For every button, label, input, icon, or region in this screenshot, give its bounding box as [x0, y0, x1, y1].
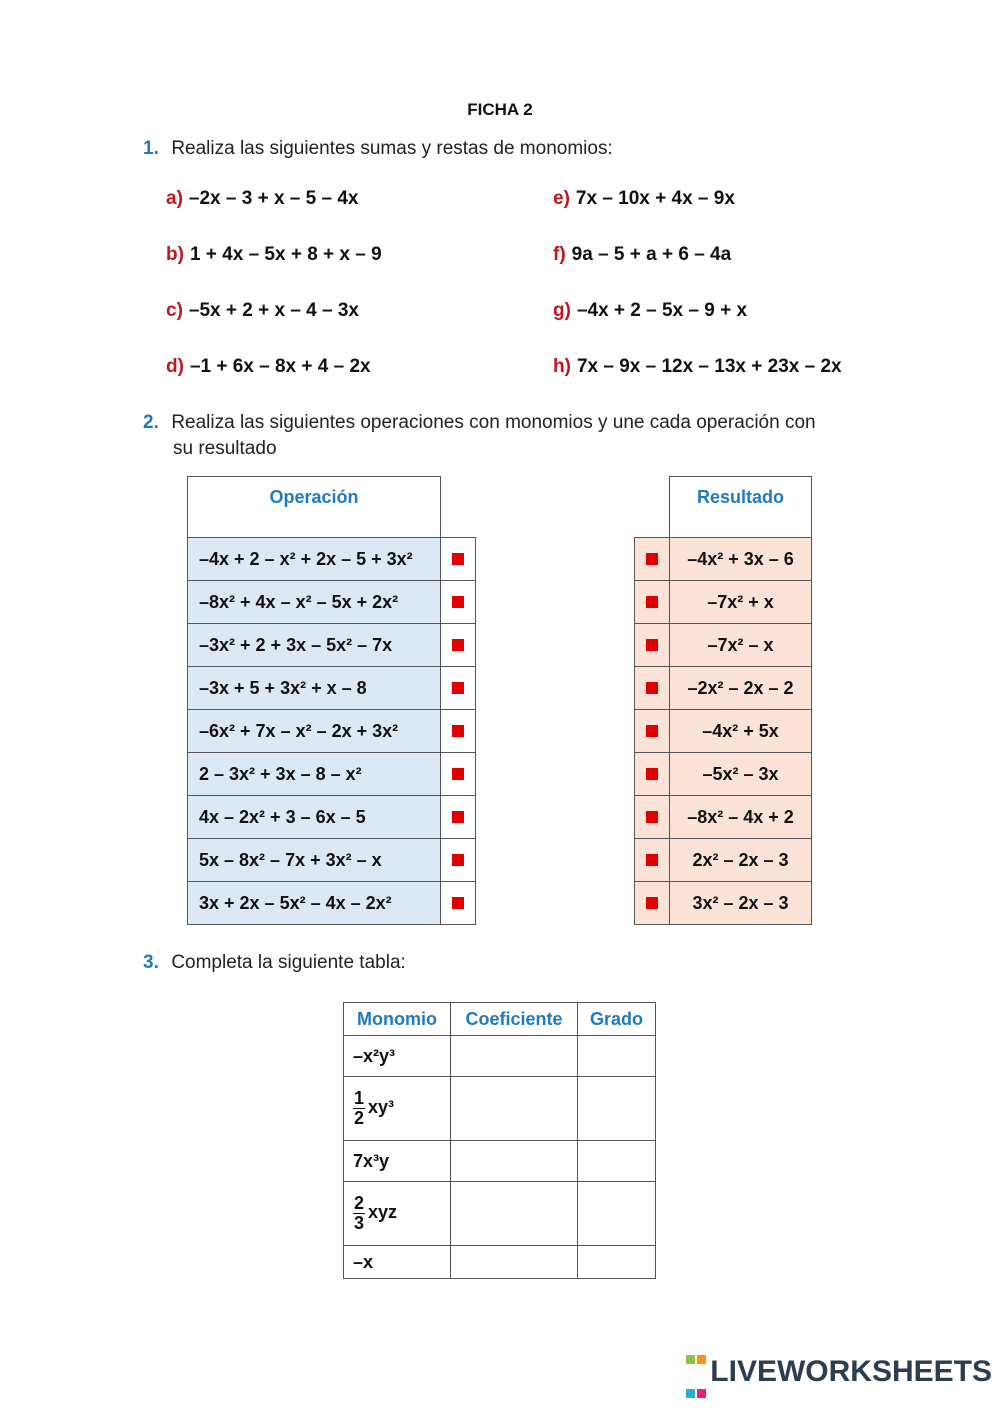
connection-point[interactable]	[635, 624, 670, 667]
table-row	[188, 667, 476, 710]
table-row	[635, 624, 812, 667]
question-1-number: 1.	[143, 138, 159, 159]
exercise-label: h)	[553, 356, 571, 377]
red-square-icon	[452, 682, 464, 694]
fraction-denominator: 2	[354, 1108, 365, 1128]
result-cell: –5x² – 3x	[670, 753, 812, 796]
red-square-icon	[452, 725, 464, 737]
fraction-numerator: 1	[354, 1088, 365, 1109]
exercise-label: g)	[553, 300, 571, 321]
red-square-icon	[646, 725, 658, 737]
red-square-icon	[452, 897, 464, 909]
results-header: Resultado	[670, 477, 812, 538]
degree-input[interactable]	[578, 1077, 656, 1141]
exercise-expression: –4x + 2 – 5x – 9 + x	[576, 300, 748, 321]
connection-point[interactable]	[441, 624, 476, 667]
table-row	[344, 1077, 656, 1141]
connection-point[interactable]	[635, 581, 670, 624]
table-row	[635, 538, 812, 581]
exercise-d	[166, 356, 371, 378]
operation-cell: –3x + 5 + 3x² + x – 8	[188, 667, 441, 710]
liveworksheets-icon	[685, 1339, 707, 1407]
question-3-number: 3.	[143, 952, 159, 973]
red-square-icon	[646, 854, 658, 866]
monomial-expression: –x²y³	[353, 1045, 396, 1066]
monomial-table	[343, 1002, 656, 1279]
table-row	[635, 710, 812, 753]
coefficient-input[interactable]	[451, 1182, 578, 1246]
logo-text: LIVEWORKSHEETS	[710, 1354, 992, 1388]
connection-point[interactable]	[635, 710, 670, 753]
coefficient-input[interactable]	[451, 1077, 578, 1141]
operations-header: Operación	[188, 477, 441, 538]
operation-cell: 3x + 2x – 5x² – 4x – 2x²	[188, 882, 441, 925]
table-row	[635, 796, 812, 839]
operation-cell: 5x – 8x² – 7x + 3x² – x	[188, 839, 441, 882]
question-2	[143, 412, 816, 434]
operation-cell: 4x – 2x² + 3 – 6x – 5	[188, 796, 441, 839]
fraction	[353, 1089, 365, 1128]
monomial-cell	[344, 1036, 451, 1077]
connection-point[interactable]	[635, 796, 670, 839]
monomial-cell	[344, 1077, 451, 1141]
connection-point[interactable]	[441, 882, 476, 925]
result-cell: –7x² + x	[670, 581, 812, 624]
question-1-text: Realiza las siguientes sumas y restas de monomios:	[171, 138, 613, 159]
connection-point[interactable]	[441, 796, 476, 839]
header-monomio: Monomio	[344, 1003, 451, 1036]
table-row	[188, 796, 476, 839]
table-row	[344, 1182, 656, 1246]
red-square-icon	[452, 596, 464, 608]
monomial-expression: –x	[353, 1251, 374, 1272]
table-row	[188, 581, 476, 624]
red-square-icon	[646, 897, 658, 909]
exercise-expression: 1 + 4x – 5x + 8 + x – 9	[189, 244, 382, 265]
exercise-c	[166, 300, 359, 322]
question-2-text-line1: Realiza las siguientes operaciones con monomios y une cada operación con	[171, 412, 816, 433]
table-row	[635, 839, 812, 882]
degree-input[interactable]	[578, 1246, 656, 1279]
connection-point[interactable]	[635, 753, 670, 796]
result-cell: –2x² – 2x – 2	[670, 667, 812, 710]
red-square-icon	[646, 811, 658, 823]
red-square-icon	[452, 811, 464, 823]
connection-point[interactable]	[441, 581, 476, 624]
exercise-label: b)	[166, 244, 184, 265]
liveworksheets-logo	[685, 1339, 992, 1407]
exercise-e	[553, 188, 735, 210]
monomial-cell	[344, 1141, 451, 1182]
monomial-expression: xy³	[368, 1097, 395, 1118]
results-table	[634, 476, 812, 925]
operation-cell: –4x + 2 – x² + 2x – 5 + 3x²	[188, 538, 441, 581]
monomial-expression: 7x³y	[353, 1150, 390, 1171]
coefficient-input[interactable]	[451, 1036, 578, 1077]
exercise-h	[553, 356, 842, 378]
connection-point[interactable]	[441, 667, 476, 710]
result-cell: –8x² – 4x + 2	[670, 796, 812, 839]
exercise-expression: –1 + 6x – 8x + 4 – 2x	[189, 356, 371, 377]
question-3	[143, 952, 406, 974]
red-square-icon	[646, 596, 658, 608]
coefficient-input[interactable]	[451, 1141, 578, 1182]
exercise-g	[553, 300, 747, 322]
exercise-label: d)	[166, 356, 184, 377]
degree-input[interactable]	[578, 1036, 656, 1077]
exercise-a	[166, 188, 358, 210]
result-cell: –4x² + 3x – 6	[670, 538, 812, 581]
red-square-icon	[646, 553, 658, 565]
table-row	[635, 581, 812, 624]
exercise-expression: 7x – 10x + 4x – 9x	[575, 188, 735, 209]
connection-point[interactable]	[441, 538, 476, 581]
red-square-icon	[646, 768, 658, 780]
question-1	[143, 138, 613, 160]
header-grado: Grado	[578, 1003, 656, 1036]
table-row	[188, 624, 476, 667]
result-cell: 3x² – 2x – 3	[670, 882, 812, 925]
connection-point[interactable]	[635, 667, 670, 710]
exercise-label: f)	[553, 244, 566, 265]
degree-input[interactable]	[578, 1141, 656, 1182]
operation-cell: –8x² + 4x – x² – 5x + 2x²	[188, 581, 441, 624]
red-square-icon	[646, 682, 658, 694]
red-square-icon	[452, 553, 464, 565]
table-row	[188, 710, 476, 753]
operation-cell: –6x² + 7x – x² – 2x + 3x²	[188, 710, 441, 753]
exercise-expression: –5x + 2 + x – 4 – 3x	[188, 300, 359, 321]
connection-point[interactable]	[441, 710, 476, 753]
connection-point[interactable]	[635, 882, 670, 925]
page-title: FICHA 2	[467, 100, 533, 119]
result-cell: –4x² + 5x	[670, 710, 812, 753]
table-row	[344, 1036, 656, 1077]
table-row	[635, 753, 812, 796]
question-2-number: 2.	[143, 412, 159, 433]
operations-table	[187, 476, 476, 925]
exercise-label: c)	[166, 300, 183, 321]
operation-cell: –3x² + 2 + 3x – 5x² – 7x	[188, 624, 441, 667]
monomial-expression: xyz	[368, 1202, 398, 1223]
red-square-icon	[646, 639, 658, 651]
table-row	[188, 839, 476, 882]
connection-point[interactable]	[441, 753, 476, 796]
fraction	[353, 1194, 365, 1233]
header-coeficiente: Coeficiente	[451, 1003, 578, 1036]
exercise-label: a)	[166, 188, 183, 209]
exercise-f	[553, 244, 731, 266]
degree-input[interactable]	[578, 1182, 656, 1246]
table-row	[188, 538, 476, 581]
fraction-denominator: 3	[354, 1213, 365, 1233]
red-square-icon	[452, 639, 464, 651]
connection-point[interactable]	[635, 839, 670, 882]
table-row	[188, 882, 476, 925]
question-2-text-line2: su resultado	[173, 438, 277, 459]
monomial-cell	[344, 1246, 451, 1279]
red-square-icon	[452, 768, 464, 780]
monomial-cell	[344, 1182, 451, 1246]
exercise-b	[166, 244, 382, 266]
question-3-text: Completa la siguiente tabla:	[171, 952, 406, 973]
connection-point[interactable]	[441, 839, 476, 882]
operation-cell: 2 – 3x² + 3x – 8 – x²	[188, 753, 441, 796]
table-row	[344, 1246, 656, 1279]
fraction-numerator: 2	[354, 1193, 365, 1214]
coefficient-input[interactable]	[451, 1246, 578, 1279]
table-row	[344, 1141, 656, 1182]
table-row	[635, 667, 812, 710]
table-row	[188, 753, 476, 796]
result-cell: –7x² – x	[670, 624, 812, 667]
result-cell: 2x² – 2x – 3	[670, 839, 812, 882]
red-square-icon	[452, 854, 464, 866]
table-row	[635, 882, 812, 925]
exercise-expression: –2x – 3 + x – 5 – 4x	[188, 188, 359, 209]
exercise-label: e)	[553, 188, 570, 209]
connection-point[interactable]	[635, 538, 670, 581]
exercise-expression: 9a – 5 + a + 6 – 4a	[571, 244, 732, 265]
exercise-expression: 7x – 9x – 12x – 13x + 23x – 2x	[576, 356, 842, 377]
